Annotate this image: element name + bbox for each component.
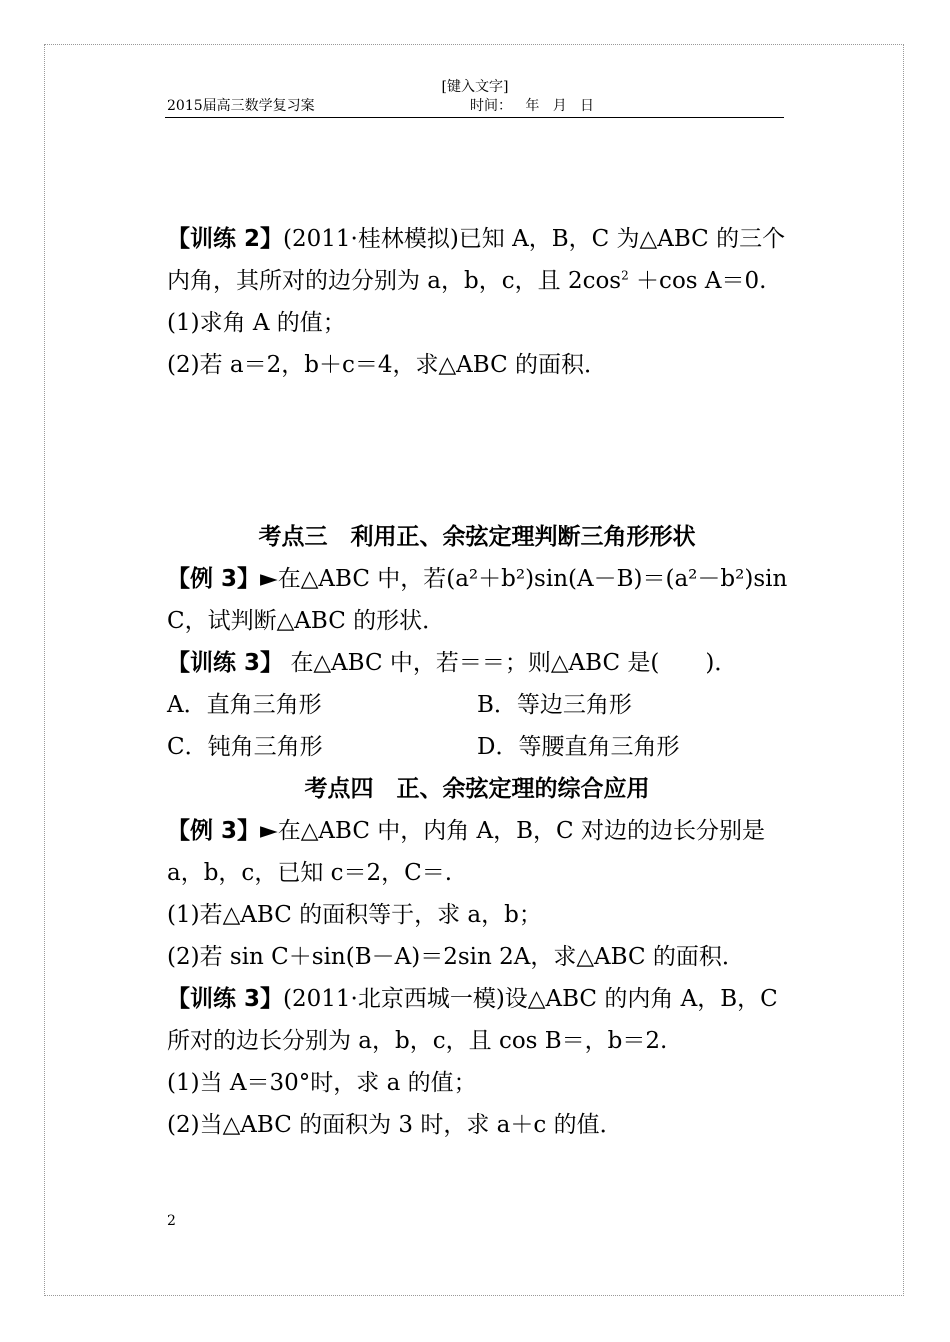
option-c: C．钝角三角形 — [167, 734, 323, 760]
training-3b-line-1: 【训练 3】(2011·北京西城一模)设△ABC 的内角 A，B，C — [167, 986, 778, 1012]
training-2-line-2: 内角，其所对的边分别为 a，b，c，且 $2\cos^2 +\cos$ A＝0. — [167, 268, 767, 294]
example-label: 【例 3】► — [167, 566, 278, 592]
page-number: 2 — [167, 1213, 176, 1229]
example-3b-q1: (1)若△ABC 的面积等于，求 a，b； — [167, 902, 542, 928]
example-3b-line-2: a，b，c，已知 c＝2，C＝. — [167, 860, 453, 886]
training-2-q2: (2)若 a＝2，b＋c＝4，求△ABC 的面积． — [167, 352, 608, 378]
header-placeholder: [键入文字] — [441, 79, 509, 95]
example-3b-line-1: 【例 3】►在△ABC 中，内角 A，B，C 对边的边长分别是 — [167, 818, 765, 844]
training-2-label: 【训练 2】 — [167, 226, 284, 252]
example-3b-q2: (2)若 sin C＋sin(B－A)＝2sin 2A，求△ABC 的面积． — [167, 944, 745, 970]
training-3b-q1: (1)当 A＝30°时，求 a 的值； — [167, 1070, 477, 1096]
option-d: D．等腰直角三角形 — [477, 734, 680, 760]
training-3b-q2: (2)当△ABC 的面积为 3 时，求 a＋c 的值． — [167, 1112, 623, 1138]
training-2-q1: (1)求角 A 的值； — [167, 310, 346, 336]
example-label: 【例 3】► — [167, 818, 278, 844]
topic-3-heading: 考点三 利用正、余弦定理判断三角形形状 — [258, 524, 696, 550]
options-row-2 — [167, 726, 787, 768]
header-title: 2015届高三数学复习案 — [167, 98, 315, 114]
section-topic-3 — [167, 516, 787, 768]
section-topic-4 — [167, 768, 787, 1146]
section-training-2 — [167, 218, 787, 386]
example-3a-line-2: C，试判断△ABC 的形状． — [167, 608, 446, 634]
option-b: B．等边三角形 — [477, 692, 632, 718]
training-2-text: (2011·桂林模拟)已知 A，B，C 为△ABC 的三个 — [283, 226, 786, 252]
training-2-line-1 — [167, 218, 787, 260]
superscript: 2 — [621, 268, 629, 283]
training-label: 【训练 3】 — [167, 650, 284, 676]
training-label: 【训练 3】 — [167, 986, 284, 1012]
training-3b-line-2: 所对的边长分别为 a，b，c，且 cos B＝，b＝2. — [167, 1028, 668, 1054]
header-date: 时间： 年 月 日 — [470, 98, 595, 114]
options-row-1 — [167, 684, 787, 726]
example-3a-line-1: 【例 3】►在△ABC 中，若(a²＋b²)sin(A－B)＝(a²－b²)sin — [167, 566, 788, 592]
header-rule — [165, 117, 784, 118]
training-3a-line: 【训练 3】 在△ABC 中，若＝＝；则△ABC 是( )． — [167, 650, 738, 676]
topic-4-heading: 考点四 正、余弦定理的综合应用 — [304, 776, 650, 802]
option-a: A．直角三角形 — [167, 692, 322, 718]
